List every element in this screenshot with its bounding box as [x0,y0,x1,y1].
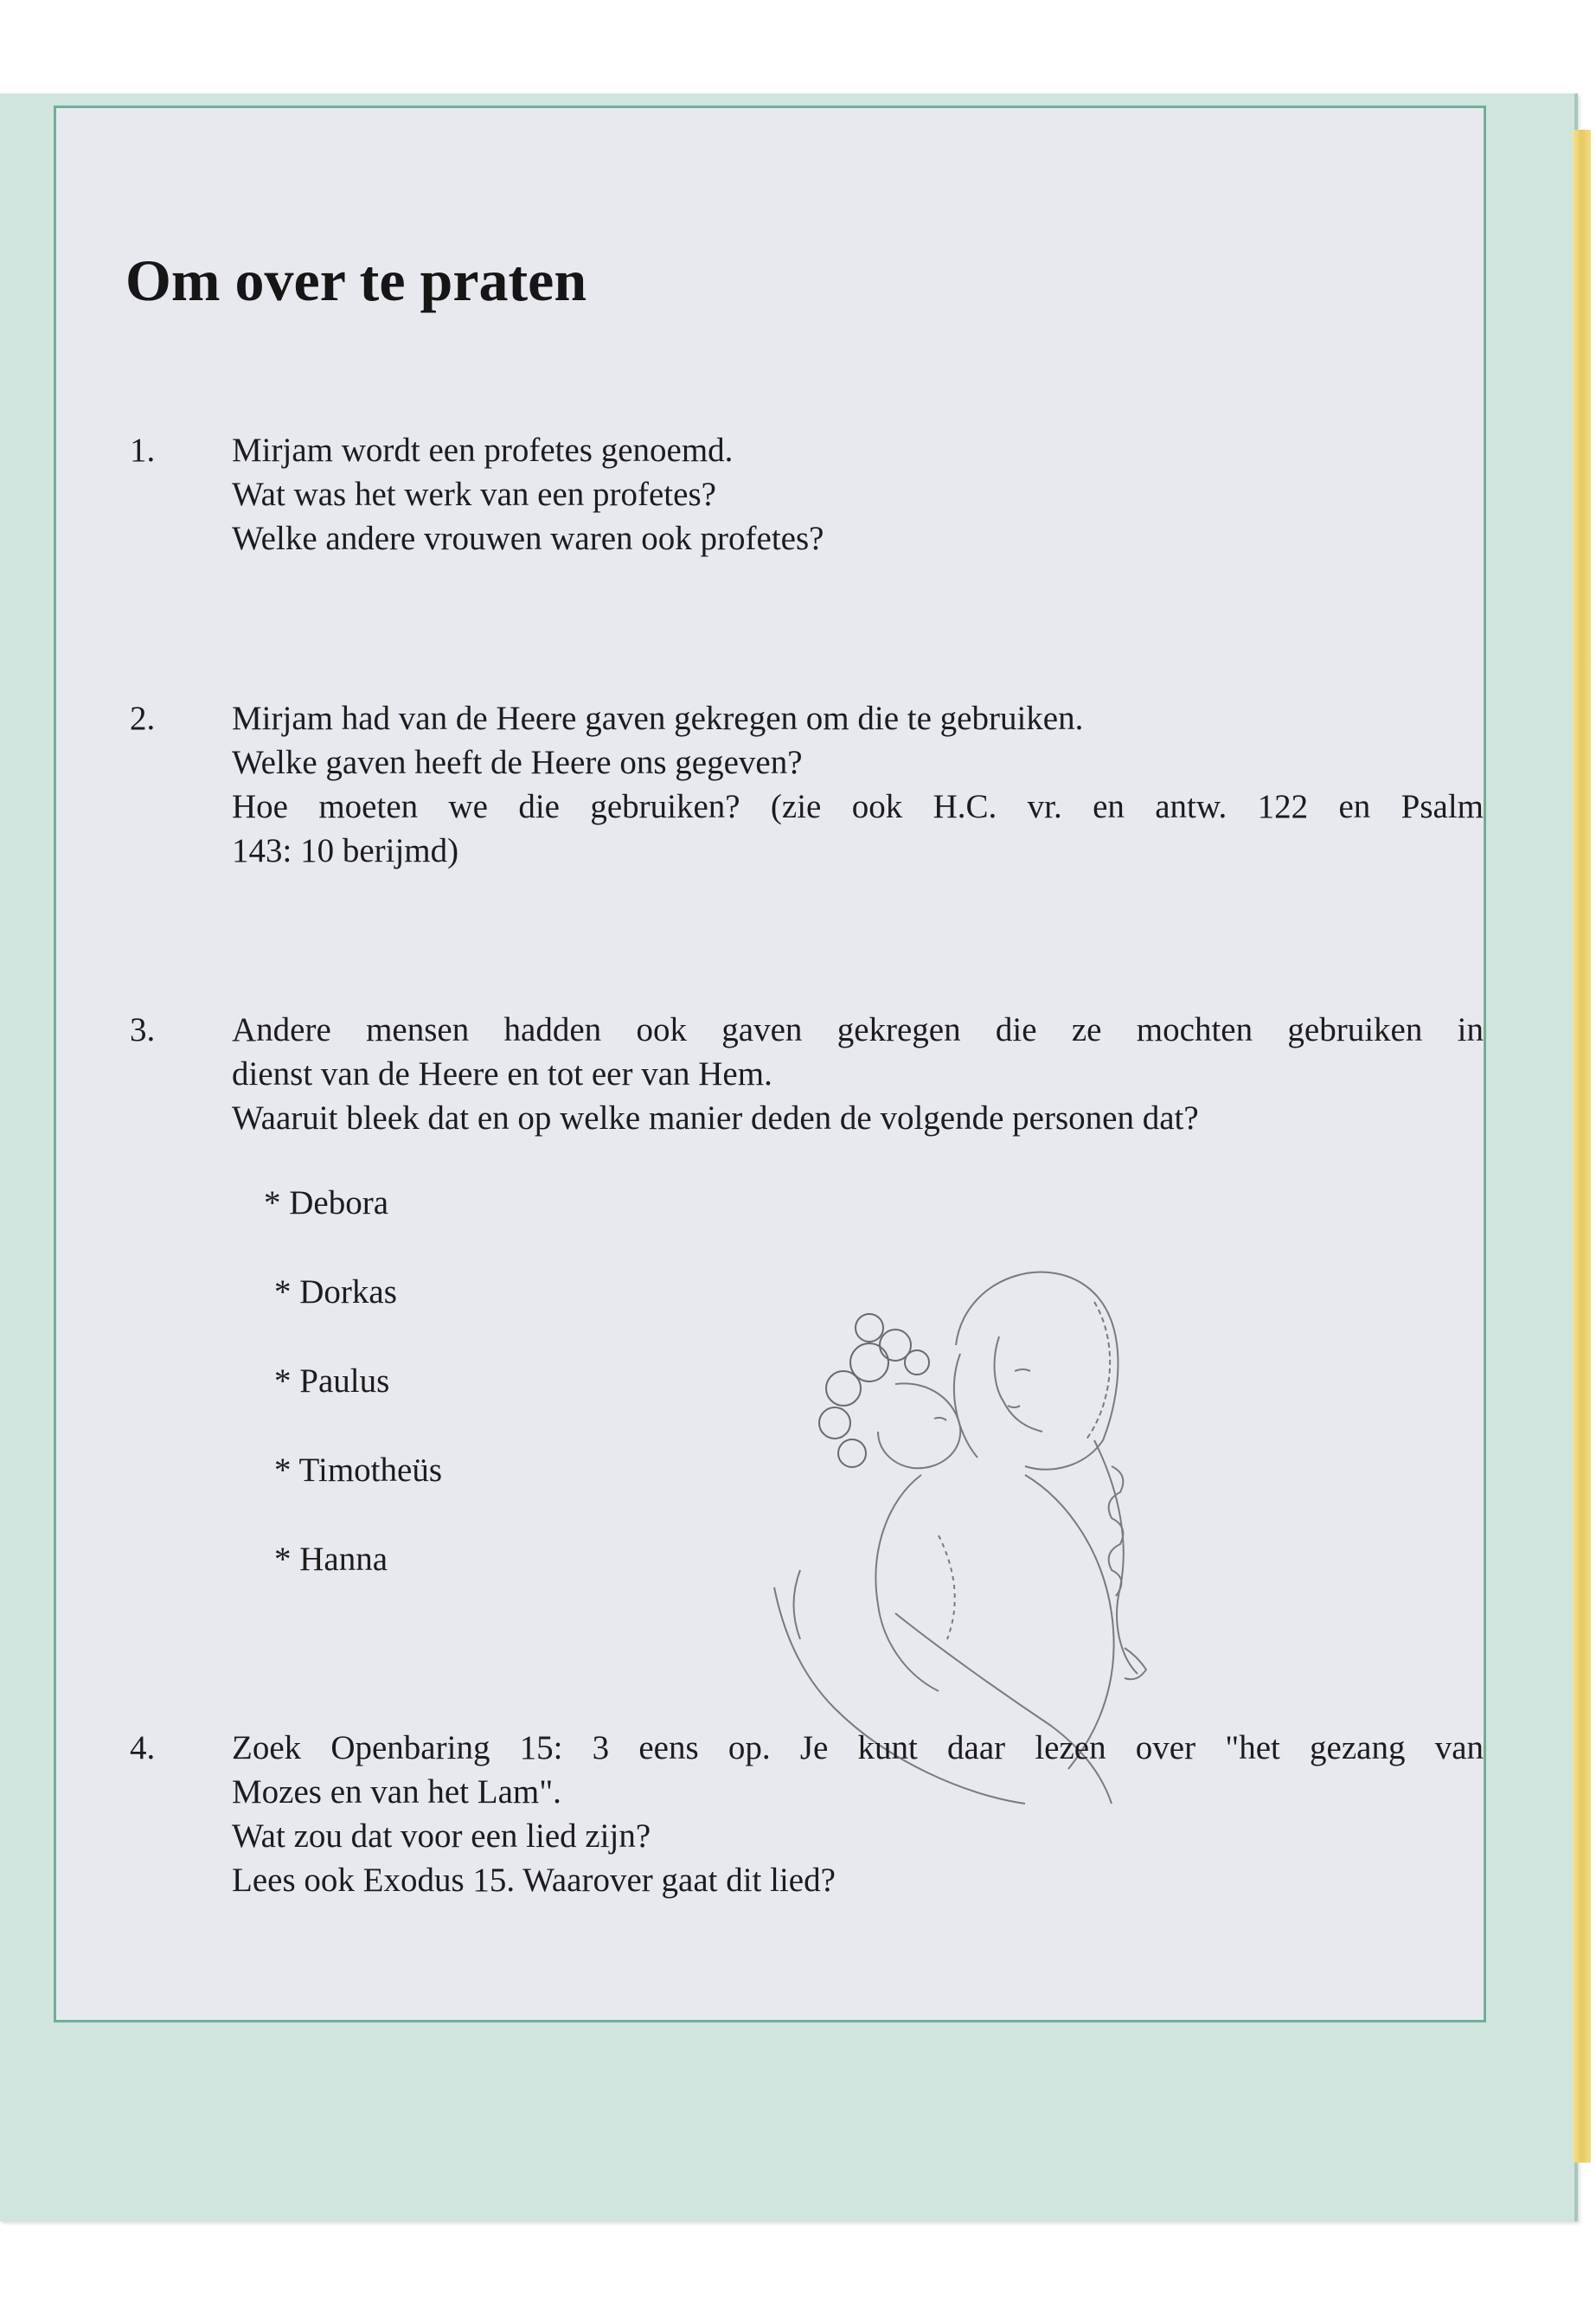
question-line: Welke gaven heeft de Heere ons gegeven? [232,744,803,781]
content-panel [54,106,1486,2022]
question-line: Hoe moeten we die gebruiken? (zie ook H.C. vr. en antw. 122 en Psalm [232,788,1484,825]
question-3 [130,1008,1484,1140]
person-item: * Debora [264,1184,389,1221]
question-line: dienst van de Heere en tot eer van Hem. [232,1055,772,1093]
page-edge-strip [1572,130,1591,2163]
question-line: Mozes en van het Lam". [232,1773,561,1811]
question-number: 4. [130,1729,156,1766]
question-1 [130,428,1484,561]
question-line: Zoek Openbaring 15: 3 eens op. Je kunt daar lezen over "het gezang van [232,1729,1484,1766]
question-line: 143: 10 berijmd) [232,832,459,869]
question-number: 1. [130,432,156,469]
person-item: * Hanna [274,1541,388,1578]
question-line: Welke andere vrouwen waren ook profetes? [232,520,824,557]
question-2 [130,696,1484,873]
question-line: Wat zou dat voor een lied zijn? [232,1817,651,1855]
question-line: Wat was het werk van een profetes? [232,476,716,513]
person-item: * Dorkas [274,1273,397,1311]
question-number: 3. [130,1011,156,1048]
question-line: Mirjam had van de Heere gaven gekregen om die te gebruiken. [232,700,1084,737]
person-item: * Paulus [274,1362,390,1400]
question-number: 2. [130,700,156,737]
person-item: * Timotheüs [274,1452,442,1489]
question-4 [130,1726,1484,1902]
question-line: Mirjam wordt een profetes genoemd. [232,432,734,469]
page-title: Om over te praten [125,247,587,313]
question-line: Lees ook Exodus 15. Waarover gaat dit lied? [232,1862,836,1899]
question-line: Andere mensen hadden ook gaven gekregen die ze mochten gebruiken in [232,1011,1484,1048]
question-line: Waaruit bleek dat en op welke manier deden de volgende personen dat? [232,1099,1199,1137]
